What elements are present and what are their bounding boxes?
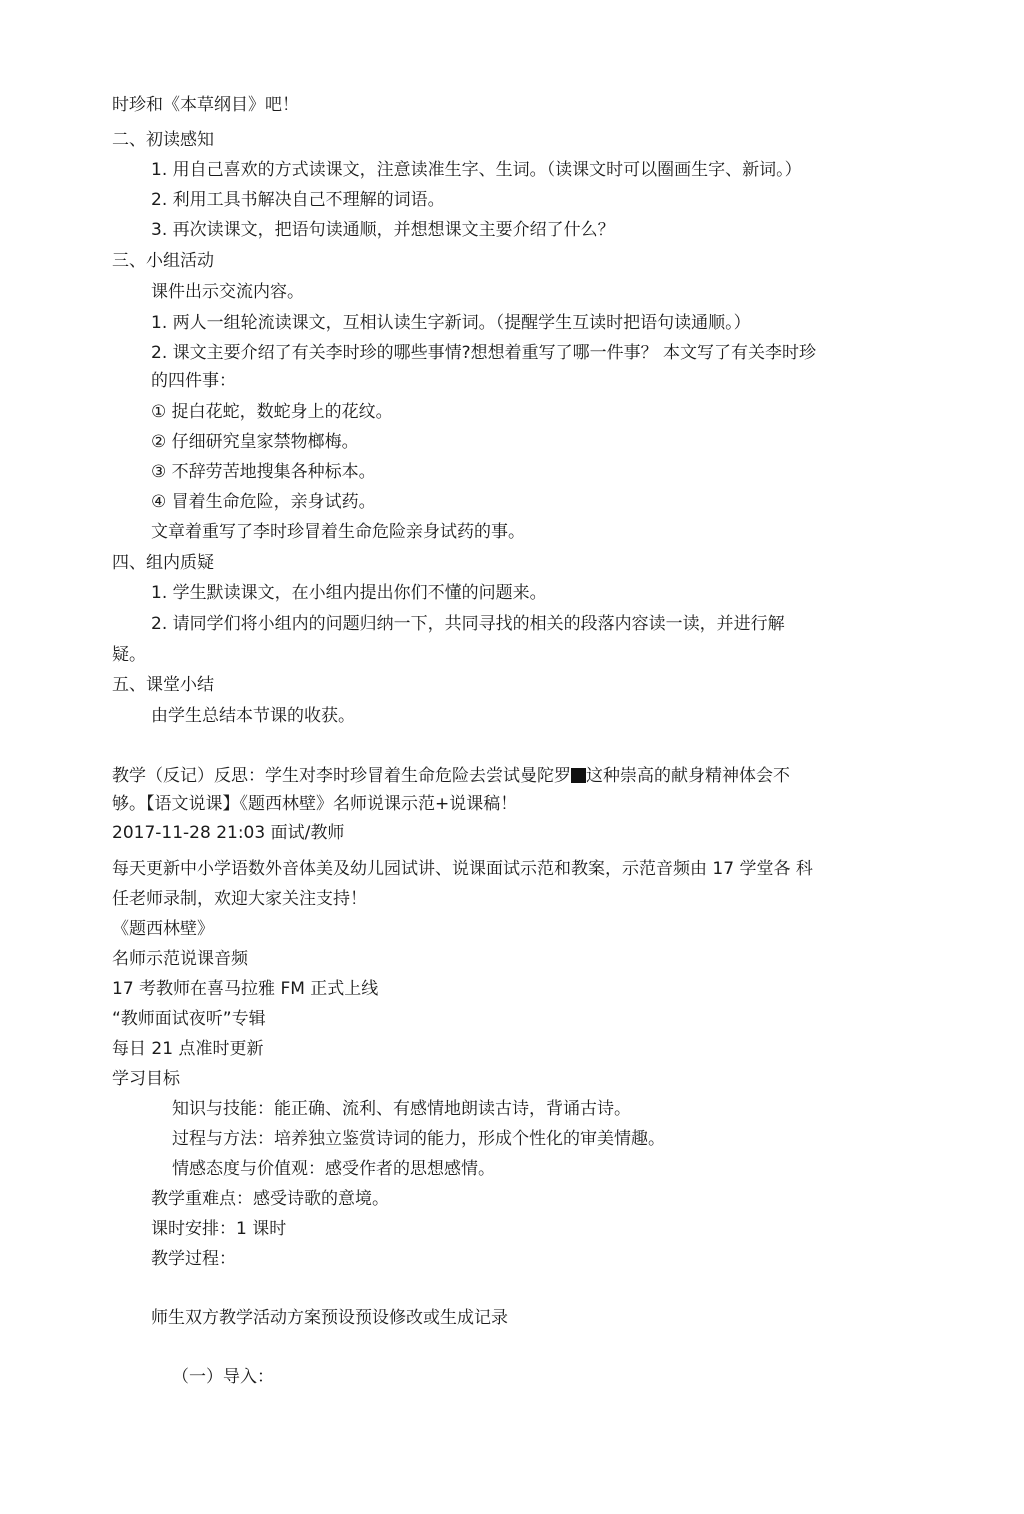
text-line: 时珍和《本草纲目》吧！: [112, 95, 299, 115]
text-line: （一）导入：: [172, 1367, 274, 1387]
timestamp: 2017-11-28 21:03 面试/教师: [112, 823, 345, 843]
list-item: 1. 用自己喜欢的方式读课文，注意读准生字、生词。（读课文时可以圈画生字、新词。）: [151, 160, 802, 180]
text-line: 文章着重写了李时珍冒着生命危险亲身试药的事。: [151, 522, 525, 542]
text-segment: 这种崇高的献身精神体会不: [586, 766, 790, 786]
text-line: [112, 764, 790, 788]
redacted-block-icon: [571, 768, 586, 783]
section-heading: 四、组内质疑: [112, 553, 214, 573]
text-line: 名师示范说课音频: [112, 949, 248, 969]
text-line: 17 考教师在喜马拉雅 FM 正式上线: [112, 979, 379, 999]
section-heading: 五、课堂小结: [112, 675, 214, 695]
text-line: 每天更新中小学语数外音体美及幼儿园试讲、说课面试示范和教案，示范音频由 17 学堂各 科: [112, 859, 813, 879]
list-item: ③ 不辞劳苦地搜集各种标本。: [151, 462, 376, 482]
text-line: 任老师录制，欢迎大家关注支持！: [112, 889, 367, 909]
list-item: 1. 两人一组轮流读课文，互相认读生字新词。（提醒学生互读时把语句读通顺。）: [151, 313, 751, 333]
text-line: 知识与技能：能正确、流利、有感情地朗读古诗，背诵古诗。: [172, 1099, 631, 1119]
section-heading: 学习目标: [112, 1069, 180, 1089]
text-line: “教师面试夜听”专辑: [112, 1009, 266, 1029]
text-line: 由学生总结本节课的收获。: [151, 706, 355, 726]
text-line: 《题西林壁》: [112, 919, 214, 939]
text-line: 每日 21 点准时更新: [112, 1039, 264, 1059]
text-segment: 教学（反记）反思：学生对李时珍冒着生命危险去尝试曼陀罗: [112, 766, 571, 786]
text-line: 师生双方教学活动方案预设预设修改或生成记录: [151, 1308, 508, 1328]
text-line: 教学重难点：感受诗歌的意境。: [151, 1189, 389, 1209]
text-line: 课时安排：1 课时: [151, 1219, 287, 1239]
section-heading: 三、小组活动: [112, 251, 214, 271]
text-line: 的四件事：: [151, 371, 236, 391]
list-item: 2. 利用工具书解决自己不理解的词语。: [151, 190, 445, 210]
list-item: ④ 冒着生命危险，亲身试药。: [151, 492, 376, 512]
list-item: ① 捉白花蛇，数蛇身上的花纹。: [151, 402, 393, 422]
list-item: ② 仔细研究皇家禁物榔梅。: [151, 432, 359, 452]
section-heading: 二、初读感知: [112, 130, 214, 150]
list-item: 2. 课文主要介绍了有关李时珍的哪些事情?想想着重写了哪一件事？ 本文写了有关李时珍: [151, 343, 817, 363]
text-line: 够。【语文说课】《题西林壁》名师说课示范+说课稿！: [112, 794, 518, 814]
text-line: 课件出示交流内容。: [151, 282, 304, 302]
text-line: 教学过程：: [151, 1249, 236, 1269]
text-line: 情感态度与价值观：感受作者的思想感情。: [172, 1159, 495, 1179]
text-line: 疑。: [112, 645, 146, 665]
list-item: 3. 再次读课文，把语句读通顺，并想想课文主要介绍了什么？: [151, 220, 615, 240]
list-item: 1. 学生默读课文，在小组内提出你们不懂的问题来。: [151, 583, 547, 603]
text-line: 过程与方法：培养独立鉴赏诗词的能力，形成个性化的审美情趣。: [172, 1129, 665, 1149]
list-item: 2. 请同学们将小组内的问题归纳一下，共同寻找的相关的段落内容读一读，并进行解: [151, 614, 785, 634]
